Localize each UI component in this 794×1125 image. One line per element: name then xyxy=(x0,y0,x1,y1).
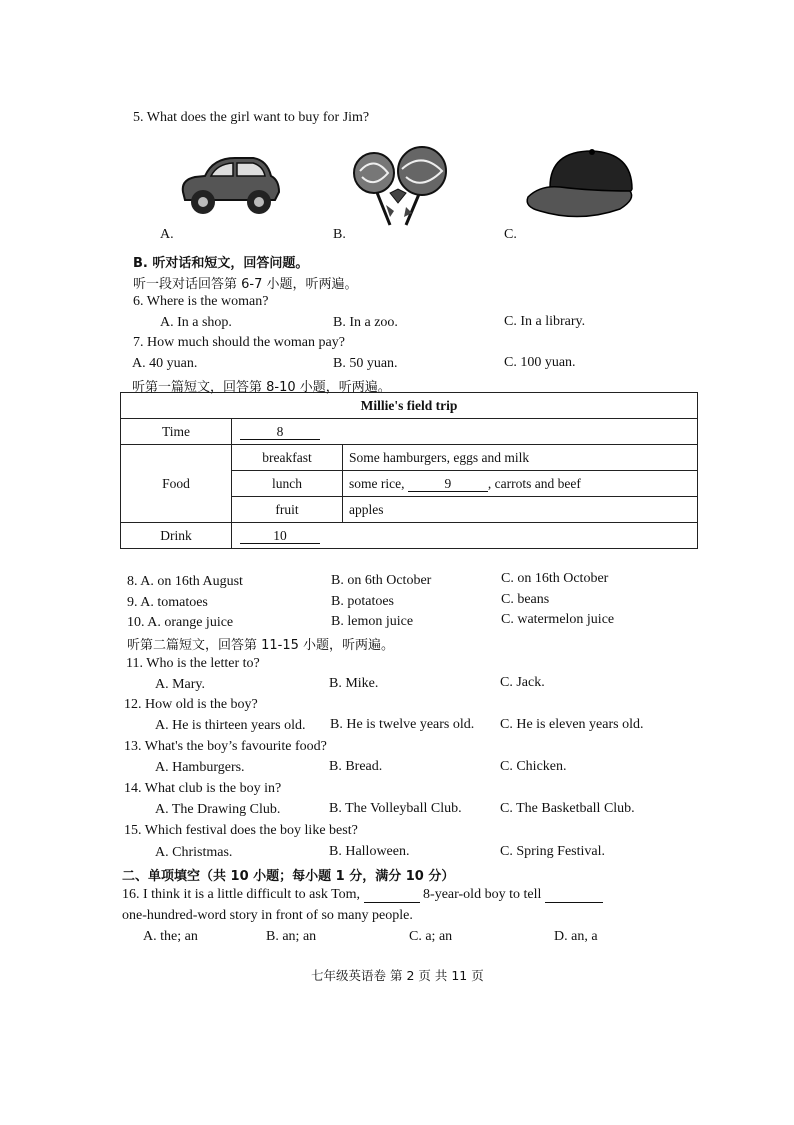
time-cell xyxy=(232,419,698,445)
q16-line2: one-hundred-word story in front of so many people. xyxy=(122,908,413,923)
instruction-8-10: 听第一篇短文，回答第 8-10 小题，听两遍。 xyxy=(132,380,391,395)
q10-option-c: C. watermelon juice xyxy=(501,612,615,627)
q16-option-d: D. an, a xyxy=(554,929,598,944)
section-b-heading: B. 听对话和短文，回答问题。 xyxy=(133,256,309,271)
time-label: Time xyxy=(121,419,232,445)
q16-option-a: A. the; an xyxy=(143,929,198,944)
q8-option-b: B. on 6th October xyxy=(331,573,432,588)
q8-option-a: 8. A. on 16th August xyxy=(127,574,243,589)
q9-option-b: B. potatoes xyxy=(331,594,394,609)
page-footer: 七年级英语卷 第 2 页 共 11 页 xyxy=(311,968,484,983)
q13-option-a: A. Hamburgers. xyxy=(155,760,245,775)
q6-question: 6. Where is the woman? xyxy=(133,294,269,309)
blank-10: 10 xyxy=(240,529,320,544)
q16-line1-pre: 16. I think it is a little difficult to ask Tom, xyxy=(122,887,364,902)
q15-option-b: B. Halloween. xyxy=(329,844,410,859)
q16-option-c: C. a; an xyxy=(409,929,453,944)
fruit-label: fruit xyxy=(232,497,343,523)
q13-option-c: C. Chicken. xyxy=(500,759,567,774)
blank-8: 8 xyxy=(240,425,320,440)
q16-line1 xyxy=(122,887,603,903)
q11-option-c: C. Jack. xyxy=(500,675,545,690)
q6-option-a: A. In a shop. xyxy=(160,315,232,330)
toy-car-image xyxy=(175,150,285,220)
q6-option-c: C. In a library. xyxy=(504,314,586,329)
q16-blank-2 xyxy=(545,888,603,903)
q11-question: 11. Who is the letter to? xyxy=(126,656,260,671)
q6-option-b: B. In a zoo. xyxy=(333,315,398,330)
lunch-cell xyxy=(343,471,698,497)
q16-option-b: B. an; an xyxy=(266,929,317,944)
q7-option-b: B. 50 yuan. xyxy=(333,356,398,371)
lunch-pre: some rice, xyxy=(349,475,408,491)
q11-option-b: B. Mike. xyxy=(329,676,379,691)
q13-option-b: B. Bread. xyxy=(329,759,383,774)
q15-option-a: A. Christmas. xyxy=(155,845,233,860)
q7-option-a: A. 40 yuan. xyxy=(132,356,198,371)
q14-option-b: B. The Volleyball Club. xyxy=(329,801,462,816)
q5-question: 5. What does the girl want to buy for Jim? xyxy=(133,110,370,125)
q5-option-c: C. xyxy=(504,227,517,242)
q16-blank-1 xyxy=(364,888,420,903)
q5-option-a: A. xyxy=(160,227,174,242)
breakfast-value: Some hamburgers, eggs and milk xyxy=(343,445,698,471)
q14-option-c: C. The Basketball Club. xyxy=(500,801,635,816)
q13-question: 13. What's the boy’s favourite food? xyxy=(124,739,327,754)
q5-option-b: B. xyxy=(333,227,346,242)
q14-question: 14. What club is the boy in? xyxy=(124,781,282,796)
q9-option-a: 9. A. tomatoes xyxy=(127,595,208,610)
q15-option-c: C. Spring Festival. xyxy=(500,844,606,859)
fruit-value: apples xyxy=(343,497,698,523)
q11-option-a: A. Mary. xyxy=(155,677,206,692)
q9-option-c: C. beans xyxy=(501,592,550,607)
q10-option-b: B. lemon juice xyxy=(331,614,414,629)
section-2-heading: 二、单项填空（共 10 小题；每小题 1 分，满分 10 分） xyxy=(122,869,455,884)
q12-option-a: A. He is thirteen years old. xyxy=(155,718,306,733)
breakfast-label: breakfast xyxy=(232,445,343,471)
food-label: Food xyxy=(121,445,232,523)
drink-cell xyxy=(232,523,698,549)
instruction-6-7: 听一段对话回答第 6-7 小题，听两遍。 xyxy=(133,277,358,292)
q16-line1-mid: 8-year-old boy to tell xyxy=(419,887,545,902)
q7-option-c: C. 100 yuan. xyxy=(504,355,576,370)
instruction-11-15: 听第二篇短文，回答第 11-15 小题，听两遍。 xyxy=(127,638,395,653)
q14-option-a: A. The Drawing Club. xyxy=(155,802,281,817)
q7-question: 7. How much should the woman pay? xyxy=(133,335,345,350)
blank-9: 9 xyxy=(408,477,488,492)
q12-option-c: C. He is eleven years old. xyxy=(500,717,644,732)
cap-image xyxy=(520,145,645,225)
drink-label: Drink xyxy=(121,523,232,549)
q12-option-b: B. He is twelve years old. xyxy=(330,717,475,732)
q12-question: 12. How old is the boy? xyxy=(124,697,258,712)
q15-question: 15. Which festival does the boy like best? xyxy=(124,823,358,838)
lollipops-image xyxy=(350,145,455,230)
q10-option-a: 10. A. orange juice xyxy=(127,615,234,630)
q8-option-c: C. on 16th October xyxy=(501,571,609,586)
field-trip-table xyxy=(120,392,698,549)
lunch-label: lunch xyxy=(232,471,343,497)
lunch-post: , carrots and beef xyxy=(487,475,581,491)
table-title: Millie's field trip xyxy=(121,393,698,419)
